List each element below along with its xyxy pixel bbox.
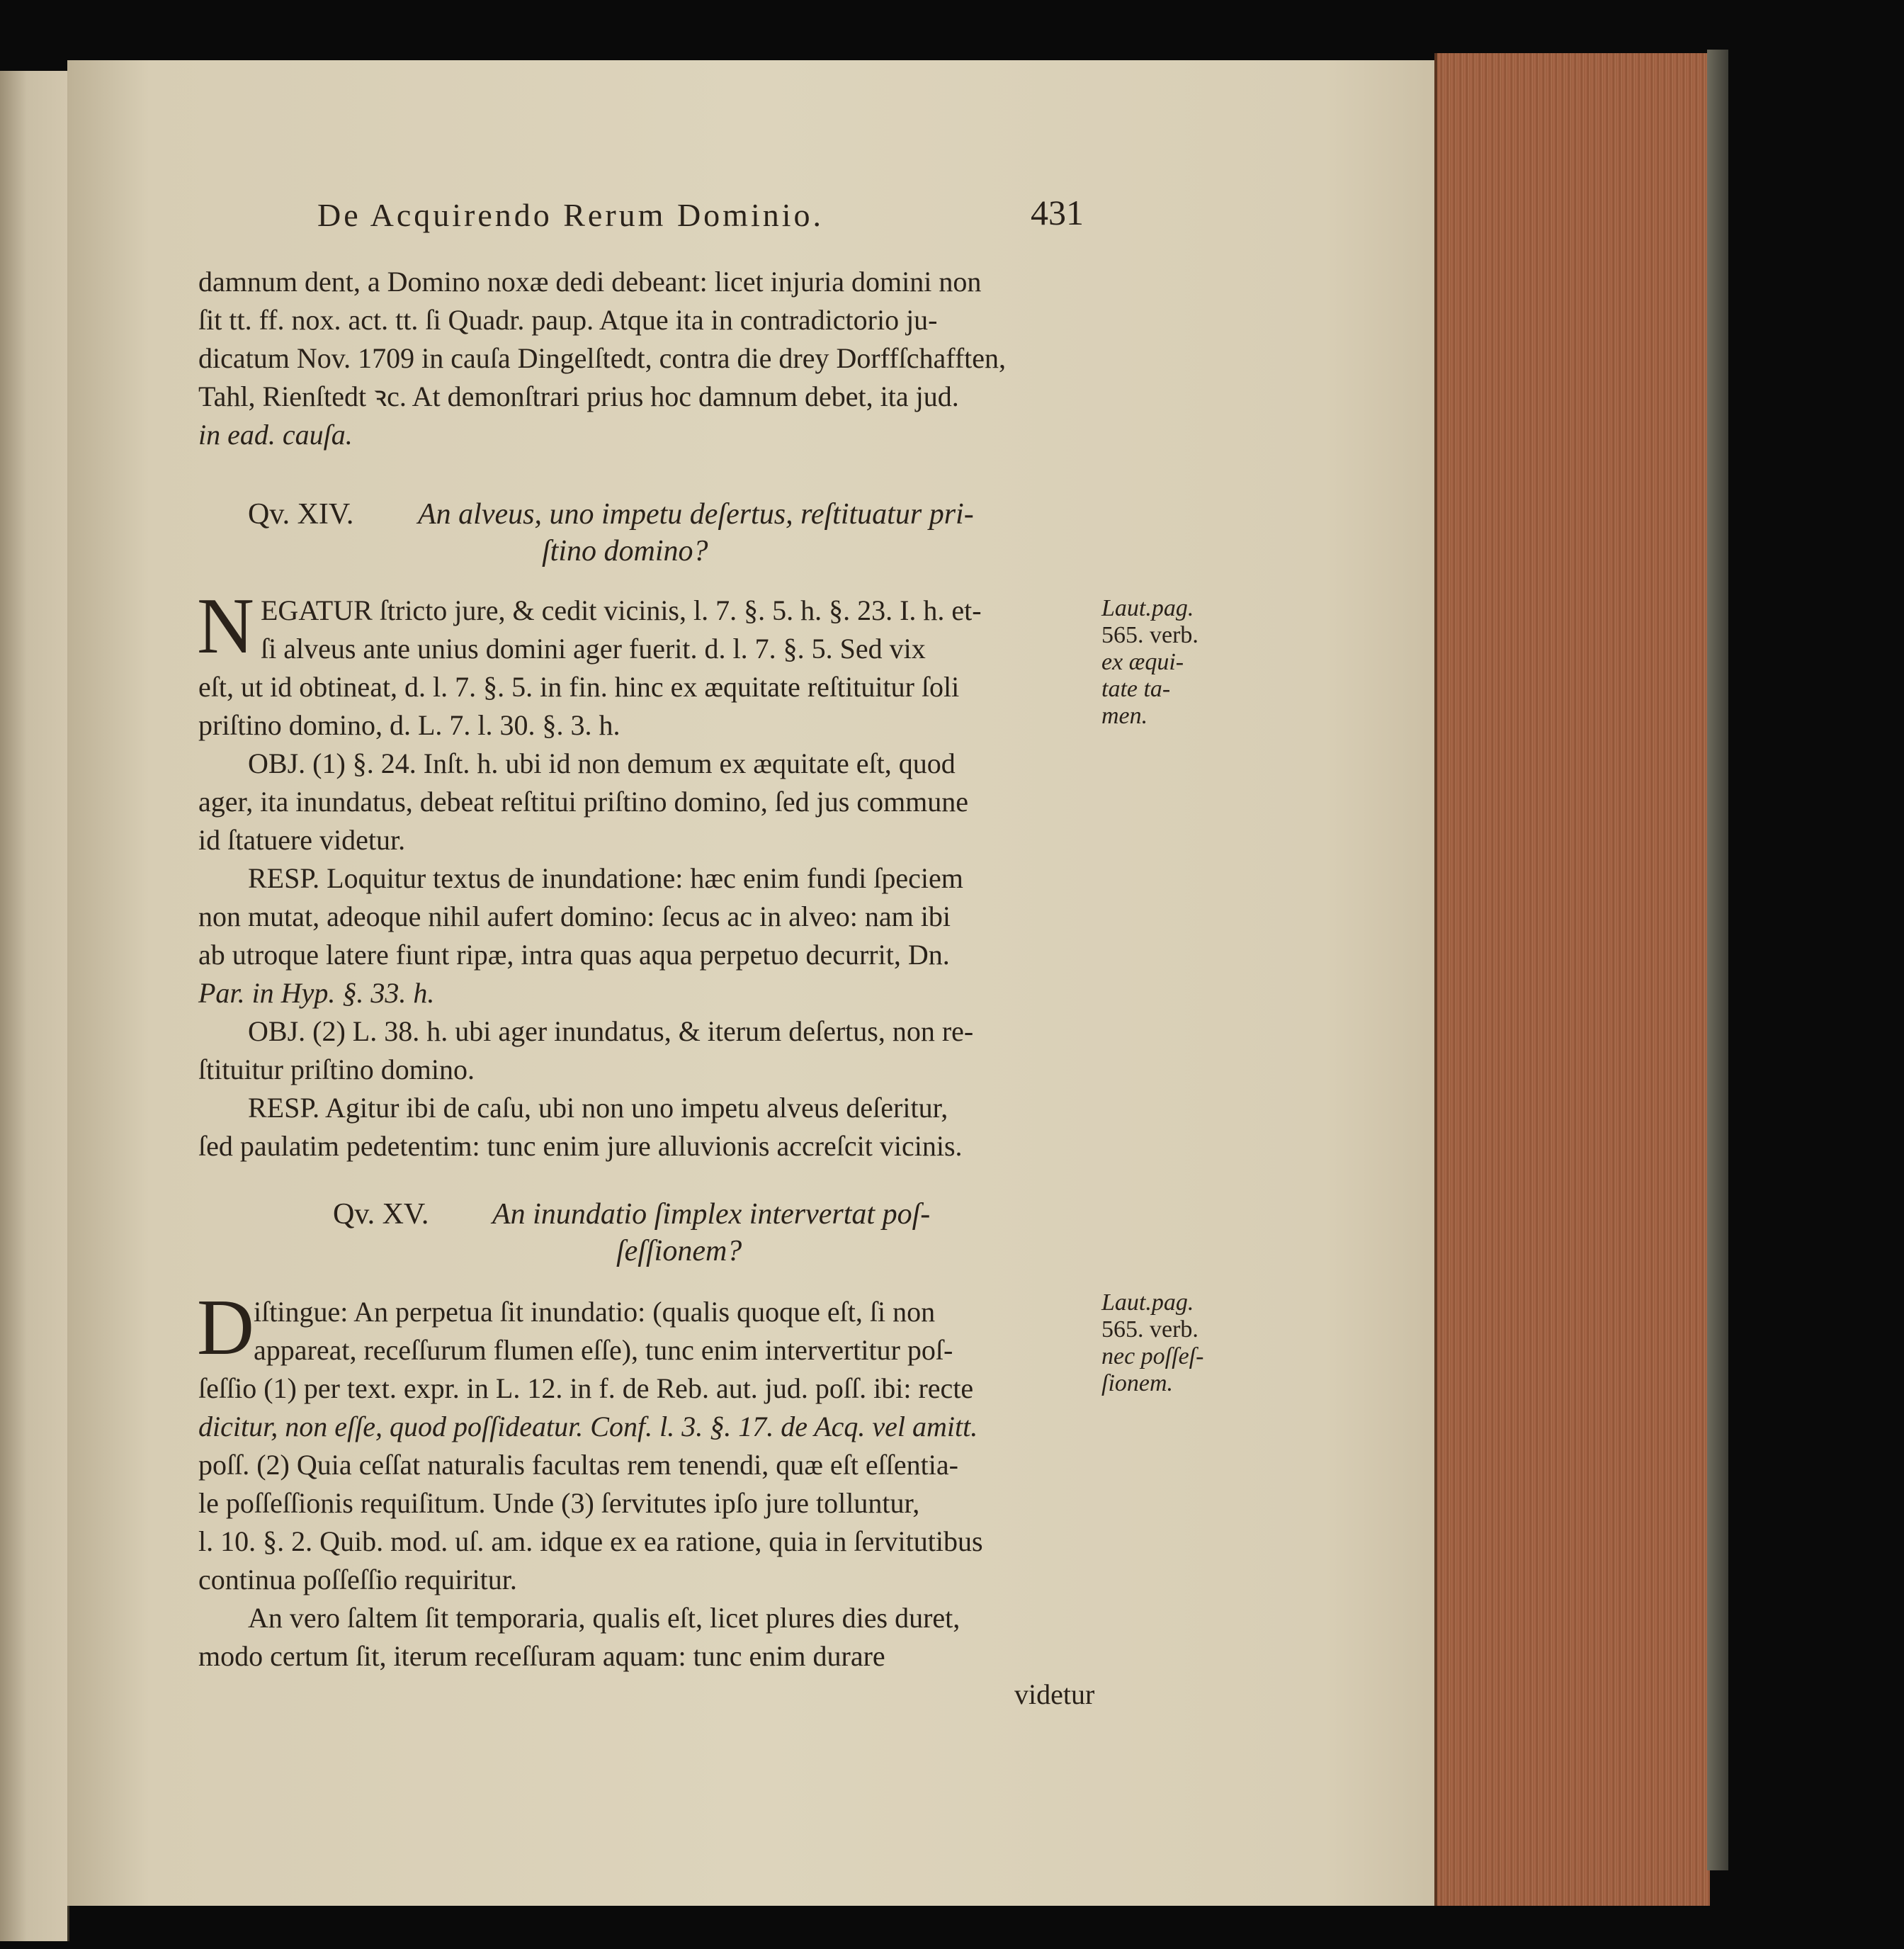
- text-line: ſed paulatim pedetentim: tunc enim jure alluvionis accreſcit vicinis.: [198, 1130, 963, 1162]
- text-line: iſtingue: An perpetua ſit inundatio: (qualis quoque eſt, ſi non: [254, 1296, 936, 1328]
- text-line: RESP. Loquitur textus de inundatione: hæc enim fundi ſpeciem: [248, 862, 963, 894]
- text-line: ſeſſio (1) per text. expr. in L. 12. in f. de Reb. aut. jud. poſſ. ibi: recte: [198, 1372, 974, 1404]
- text-line: id ſtatuere videtur.: [198, 824, 406, 856]
- text-line: OBJ. (1) §. 24. Inſt. h. ubi id non demum ex æquitate eſt, quod: [248, 747, 956, 779]
- text-line: OBJ. (2) L. 38. h. ubi ager inundatus, & iterum deſertus, non re-: [248, 1015, 974, 1047]
- text-line: ager, ita inundatus, debeat reſtitui priſtino domino, ſed jus commune: [198, 786, 969, 818]
- page-number: 431: [1031, 193, 1084, 232]
- running-head-title: De Acquirendo Rerum Dominio.: [317, 197, 824, 233]
- drop-capital: N: [197, 582, 254, 670]
- question-title: An alveus, uno impetu deſertus, reſtituatur pri-: [418, 498, 974, 531]
- margin-note: nec poſſeſ-: [1101, 1343, 1204, 1369]
- text-line: EGATUR ſtricto jure, & cedit vicinis, l. 7. §. 5. h. §. 23. I. h. et-: [261, 594, 982, 626]
- margin-note: tate ta-: [1101, 676, 1171, 702]
- text-line: ſi alveus ante unius domini ager fuerit. d. l. 7. §. 5. Sed vix: [261, 633, 926, 665]
- question-title: ſtino domino?: [542, 535, 708, 567]
- margin-note: ex æqui-: [1101, 649, 1184, 675]
- text-line: continua poſſeſſio requiritur.: [198, 1564, 517, 1595]
- question-title: ſeſſionem?: [616, 1235, 742, 1267]
- text-line: in ead. cauſa.: [198, 419, 353, 451]
- margin-note: 565. verb.: [1101, 622, 1198, 648]
- text-line: appareat, receſſurum flumen eſſe), tunc enim intervertitur poſ-: [254, 1334, 953, 1366]
- text-line: priſtino domino, d. L. 7. l. 30. §. 3. h.: [198, 709, 620, 741]
- text-line: An vero ſaltem ſit temporaria, qualis eſt, licet plures dies duret,: [248, 1602, 960, 1634]
- text-line: damnum dent, a Domino noxæ dedi debeant: licet injuria domini non: [198, 266, 982, 298]
- question-label: Qv. XIV.: [248, 498, 354, 531]
- text-line: dicitur, non eſſe, quod poſſideatur. Conf. l. 3. §. 17. de Acq. vel amitt.: [198, 1411, 978, 1442]
- text-line: eſt, ut id obtineat, d. l. 7. §. 5. in fin. hinc ex æquitate reſtituitur ſoli: [198, 671, 960, 703]
- catchword: videtur: [1014, 1678, 1095, 1710]
- text-line: ab utroque latere fiunt ripæ, intra quas aqua perpetuo decurrit, Dn.: [198, 939, 950, 971]
- margin-note: ſionem.: [1101, 1370, 1174, 1396]
- text-line: modo certum ſit, iterum receſſuram aquam: tunc enim durare: [198, 1640, 885, 1672]
- margin-note: 565. verb.: [1101, 1316, 1198, 1343]
- text-line: ſtituitur priſtino domino.: [198, 1053, 475, 1085]
- text-line: non mutat, adeoque nihil aufert domino: ſecus ac in alveo: nam ibi: [198, 900, 951, 932]
- question-label: Qv. XV.: [333, 1198, 429, 1231]
- question-title: An inundatio ſimplex intervertat poſ-: [492, 1198, 931, 1231]
- text-line: l. 10. §. 2. Quib. mod. uſ. am. idque ex ea ratione, quia in ſervitutibus: [198, 1525, 983, 1557]
- text-line: dicatum Nov. 1709 in cauſa Dingelſtedt, contra die drey Dorffſchafften,: [198, 342, 1006, 374]
- drop-capital: D: [197, 1284, 254, 1372]
- margin-note: Laut.pag.: [1101, 595, 1194, 621]
- text-line: le poſſeſſionis requiſitum. Unde (3) ſervitutes ipſo jure tolluntur,: [198, 1487, 920, 1519]
- text-line: Par. in Hyp. §. 33. h.: [198, 977, 435, 1009]
- text-line: RESP. Agitur ibi de caſu, ubi non uno impetu alveus deſeritur,: [248, 1092, 948, 1124]
- text-line: poſſ. (2) Quia ceſſat naturalis facultas rem tenendi, quæ eſt eſſentia-: [198, 1449, 958, 1481]
- text-line: ſit tt. ff. nox. act. tt. ſi Quadr. paup. Atque ita in contradictorio ju-: [198, 304, 938, 336]
- text-line: Tahl, Rienſtedt ꝛc. At demonſtrari prius hoc damnum debet, ita jud.: [198, 380, 959, 412]
- margin-note: Laut.pag.: [1101, 1289, 1194, 1316]
- margin-note: men.: [1101, 703, 1148, 729]
